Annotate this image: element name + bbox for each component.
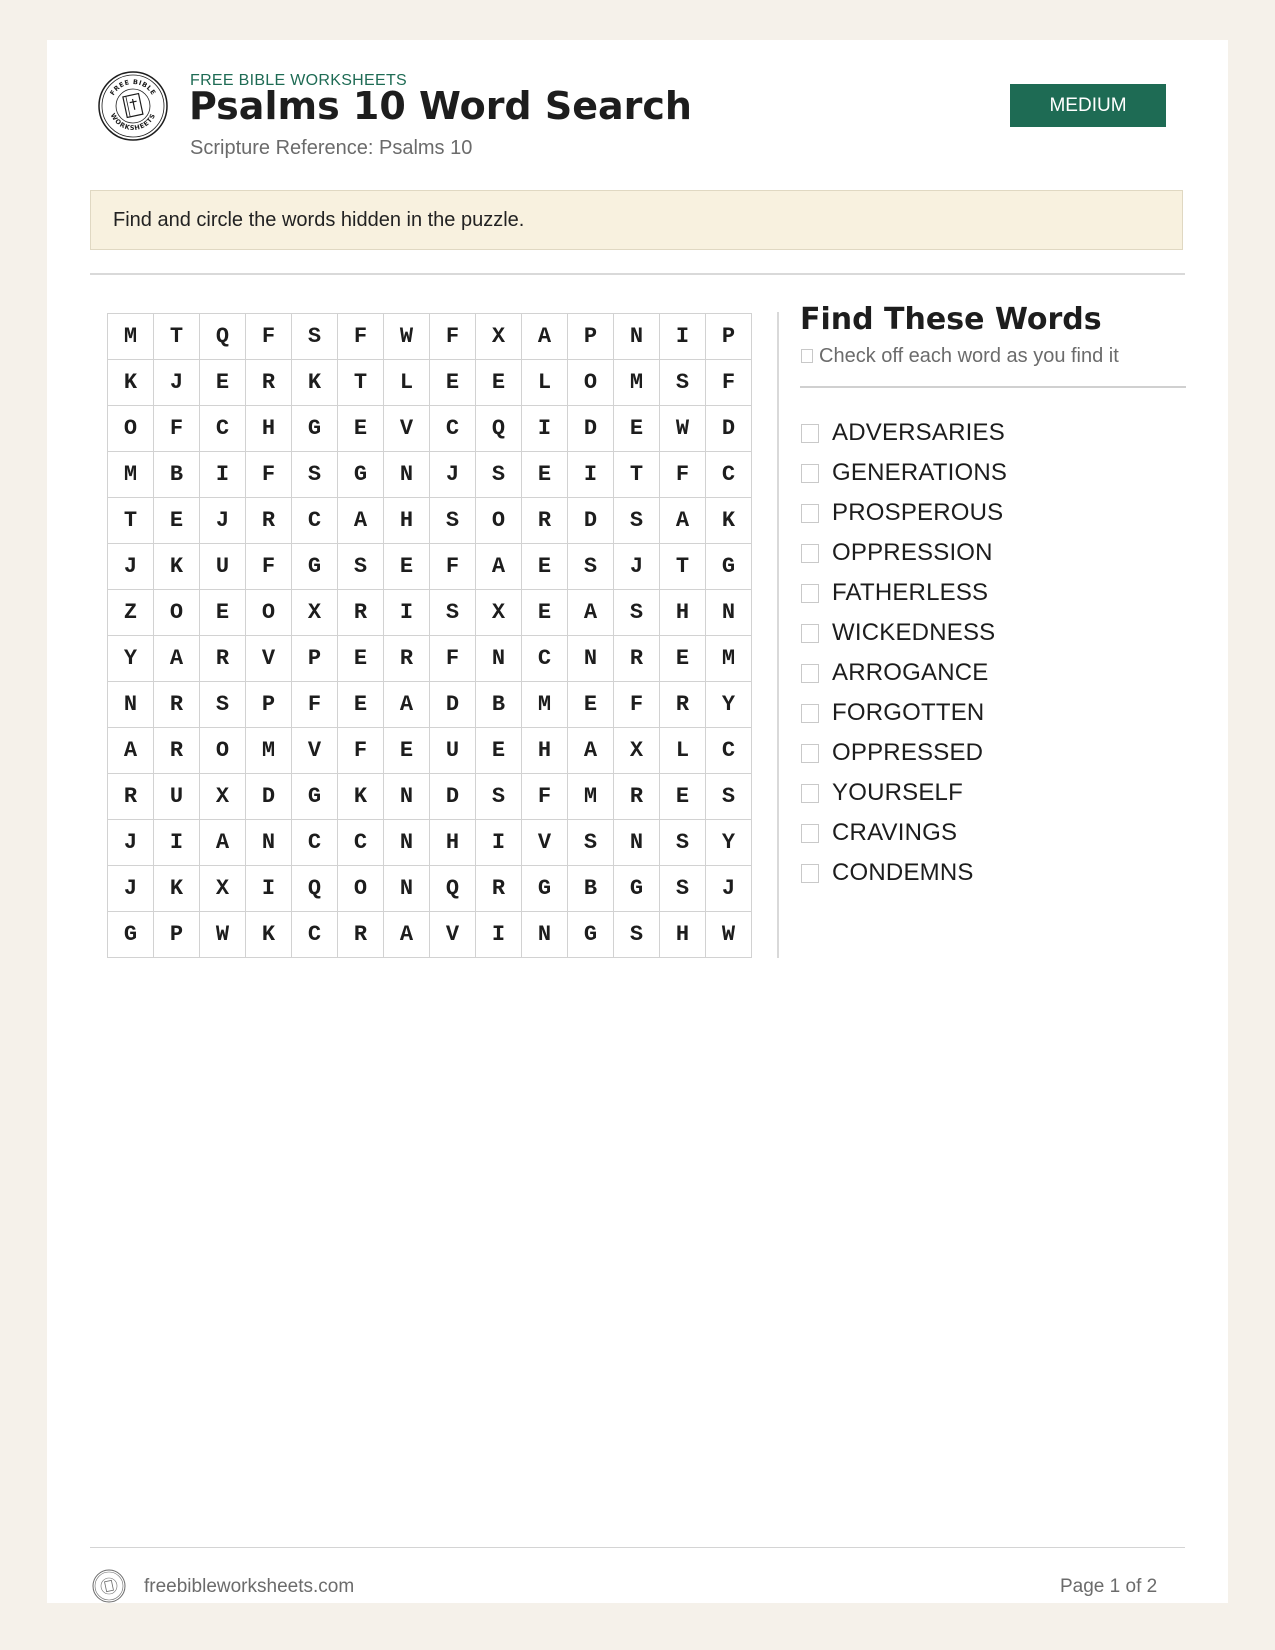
grid-cell: E (522, 590, 568, 636)
grid-cell: P (706, 314, 752, 360)
grid-cell: S (706, 774, 752, 820)
footer-website: freebibleworksheets.com (144, 1576, 355, 1597)
grid-cell: H (660, 590, 706, 636)
grid-cell: F (706, 360, 752, 406)
checkbox-icon[interactable] (801, 464, 819, 483)
grid-cell: B (476, 682, 522, 728)
grid-cell: E (200, 590, 246, 636)
grid-cell: A (476, 544, 522, 590)
grid-cell: M (568, 774, 614, 820)
grid-cell: F (246, 314, 292, 360)
grid-cell: C (292, 912, 338, 958)
grid-cell: W (200, 912, 246, 958)
grid-cell: S (568, 544, 614, 590)
word-label: YOURSELF (832, 779, 963, 806)
grid-cell: N (384, 774, 430, 820)
grid-cell: C (522, 636, 568, 682)
grid-cell: I (568, 452, 614, 498)
grid-cell: N (384, 820, 430, 866)
grid-cell: T (154, 314, 200, 360)
word-label: FATHERLESS (832, 579, 989, 606)
grid-cell: V (430, 912, 476, 958)
grid-cell: W (384, 314, 430, 360)
grid-cell: O (338, 866, 384, 912)
grid-cell: F (338, 728, 384, 774)
grid-cell: F (430, 544, 476, 590)
grid-cell: F (292, 682, 338, 728)
grid-cell: A (660, 498, 706, 544)
grid-cell: A (568, 728, 614, 774)
brand-name: FREE BIBLE WORKSHEETS (190, 72, 408, 89)
word-list-item (801, 693, 1007, 733)
grid-cell: S (614, 912, 660, 958)
grid-cell: R (154, 682, 200, 728)
grid-cell: H (384, 498, 430, 544)
page-title: Psalms 10 Word Search (189, 84, 692, 128)
grid-cell: G (338, 452, 384, 498)
grid-cell: T (108, 498, 154, 544)
grid-cell: C (292, 820, 338, 866)
grid-cell: S (660, 820, 706, 866)
checkbox-icon[interactable] (801, 504, 819, 523)
grid-cell: V (292, 728, 338, 774)
grid-cell: R (384, 636, 430, 682)
checkbox-icon[interactable] (801, 424, 819, 443)
grid-cell: L (660, 728, 706, 774)
grid-cell: G (614, 866, 660, 912)
grid-cell: F (154, 406, 200, 452)
grid-row (108, 314, 752, 360)
grid-cell: I (660, 314, 706, 360)
grid-cell: S (568, 820, 614, 866)
grid-cell: E (338, 406, 384, 452)
word-label: PROSPEROUS (832, 499, 1004, 526)
word-list-item (801, 493, 1007, 533)
grid-cell: E (476, 360, 522, 406)
grid-cell: F (614, 682, 660, 728)
grid-cell: H (660, 912, 706, 958)
grid-cell: C (706, 728, 752, 774)
grid-cell: Q (200, 314, 246, 360)
grid-cell: A (384, 912, 430, 958)
grid-cell: O (200, 728, 246, 774)
grid-cell: E (568, 682, 614, 728)
grid-cell: M (522, 682, 568, 728)
grid-cell: A (200, 820, 246, 866)
footer-divider (90, 1547, 1185, 1548)
grid-cell: E (154, 498, 200, 544)
grid-cell: O (108, 406, 154, 452)
grid-cell: M (246, 728, 292, 774)
grid-cell: E (522, 544, 568, 590)
checkbox-icon[interactable] (801, 624, 819, 643)
grid-cell: S (476, 452, 522, 498)
word-list-item (801, 853, 1007, 893)
grid-cell: V (246, 636, 292, 682)
grid-cell: N (384, 452, 430, 498)
checkbox-icon[interactable] (801, 664, 819, 683)
grid-cell: E (338, 636, 384, 682)
grid-cell: R (200, 636, 246, 682)
word-label: CONDEMNS (832, 859, 974, 886)
grid-cell: V (384, 406, 430, 452)
grid-cell: J (154, 360, 200, 406)
grid-cell: T (660, 544, 706, 590)
grid-cell: L (522, 360, 568, 406)
grid-row (108, 636, 752, 682)
grid-cell: I (522, 406, 568, 452)
grid-cell: X (476, 314, 522, 360)
grid-cell: C (292, 498, 338, 544)
grid-cell: Y (706, 682, 752, 728)
footer-logo-icon (92, 1569, 126, 1603)
grid-cell: S (338, 544, 384, 590)
grid-cell: N (614, 314, 660, 360)
grid-cell: G (108, 912, 154, 958)
grid-cell: T (614, 452, 660, 498)
grid-cell: F (522, 774, 568, 820)
grid-cell: E (614, 406, 660, 452)
scripture-reference: Scripture Reference: Psalms 10 (190, 137, 473, 159)
grid-cell: J (108, 866, 154, 912)
grid-cell: G (292, 544, 338, 590)
grid-cell: E (660, 774, 706, 820)
grid-cell: P (154, 912, 200, 958)
grid-cell: Y (108, 636, 154, 682)
grid-cell: S (292, 314, 338, 360)
grid-cell: X (200, 774, 246, 820)
grid-row (108, 774, 752, 820)
word-label: GENERATIONS (832, 459, 1008, 486)
grid-cell: F (246, 452, 292, 498)
grid-cell: U (154, 774, 200, 820)
grid-cell: O (154, 590, 200, 636)
instructions-box: Find and circle the words hidden in the puzzle. (90, 190, 1183, 250)
grid-cell: M (706, 636, 752, 682)
bible-worksheets-logo-icon (97, 70, 169, 142)
grid-cell: D (706, 406, 752, 452)
grid-cell: E (384, 544, 430, 590)
grid-cell: A (384, 682, 430, 728)
grid-cell: J (108, 544, 154, 590)
grid-cell: P (568, 314, 614, 360)
grid-cell: N (108, 682, 154, 728)
grid-cell: E (430, 360, 476, 406)
divider (90, 273, 1185, 275)
word-list-item (801, 733, 1007, 773)
grid-cell: X (200, 866, 246, 912)
word-label: CRAVINGS (832, 819, 958, 846)
grid-cell: A (522, 314, 568, 360)
divider (800, 386, 1186, 388)
word-label: ADVERSARIES (832, 419, 1005, 446)
grid-cell: R (614, 774, 660, 820)
grid-cell: D (568, 406, 614, 452)
grid-cell: I (246, 866, 292, 912)
grid-cell: G (292, 774, 338, 820)
grid-row (108, 544, 752, 590)
grid-cell: Q (476, 406, 522, 452)
page-number: Page 1 of 2 (1060, 1576, 1158, 1597)
grid-cell: Y (706, 820, 752, 866)
grid-cell: C (430, 406, 476, 452)
grid-cell: N (384, 866, 430, 912)
grid-cell: G (292, 406, 338, 452)
word-label: OPPRESSION (832, 539, 993, 566)
grid-cell: S (200, 682, 246, 728)
grid-row (108, 866, 752, 912)
grid-cell: N (476, 636, 522, 682)
word-list (801, 413, 1007, 893)
svg-text:WORKSHEETS: WORKSHEETS (108, 111, 158, 133)
grid-cell: R (108, 774, 154, 820)
grid-row (108, 360, 752, 406)
grid-cell: V (522, 820, 568, 866)
checkbox-icon (801, 349, 813, 363)
grid-cell: L (384, 360, 430, 406)
grid-cell: G (706, 544, 752, 590)
grid-cell: S (660, 866, 706, 912)
grid-cell: A (154, 636, 200, 682)
grid-cell: C (706, 452, 752, 498)
grid-cell: S (660, 360, 706, 406)
grid-cell: N (568, 636, 614, 682)
grid-cell: U (430, 728, 476, 774)
grid-cell: K (246, 912, 292, 958)
grid-cell: N (706, 590, 752, 636)
grid-cell: Q (292, 866, 338, 912)
grid-cell: I (476, 820, 522, 866)
grid-cell: N (614, 820, 660, 866)
grid-row (108, 590, 752, 636)
grid-cell: A (568, 590, 614, 636)
grid-cell: S (430, 590, 476, 636)
grid-cell: K (338, 774, 384, 820)
grid-row (108, 912, 752, 958)
grid-cell: Q (430, 866, 476, 912)
grid-cell: K (706, 498, 752, 544)
grid-cell: S (476, 774, 522, 820)
grid-cell: G (522, 866, 568, 912)
grid-cell: D (568, 498, 614, 544)
grid-cell: R (154, 728, 200, 774)
grid-cell: A (108, 728, 154, 774)
word-label: FORGOTTEN (832, 699, 985, 726)
word-list-item (801, 813, 1007, 853)
grid-cell: A (338, 498, 384, 544)
grid-cell: E (338, 682, 384, 728)
grid-cell: H (430, 820, 476, 866)
grid-cell: J (200, 498, 246, 544)
checkbox-icon[interactable] (801, 824, 819, 843)
grid-cell: N (246, 820, 292, 866)
worksheet-page (47, 40, 1228, 1603)
grid-row (108, 452, 752, 498)
word-label: WICKEDNESS (832, 619, 996, 646)
grid-cell: S (292, 452, 338, 498)
word-label: ARROGANCE (832, 659, 989, 686)
grid-cell: K (108, 360, 154, 406)
word-list-item (801, 573, 1007, 613)
grid-cell: D (430, 774, 476, 820)
grid-cell: F (338, 314, 384, 360)
grid-cell: P (292, 636, 338, 682)
grid-cell: W (660, 406, 706, 452)
grid-cell: T (338, 360, 384, 406)
grid-cell: D (246, 774, 292, 820)
grid-cell: I (476, 912, 522, 958)
word-list-hint-text: Check off each word as you find it (819, 345, 1119, 367)
grid-cell: O (476, 498, 522, 544)
word-list-item (801, 653, 1007, 693)
grid-row (108, 406, 752, 452)
grid-cell: I (384, 590, 430, 636)
grid-cell: O (568, 360, 614, 406)
grid-cell: P (246, 682, 292, 728)
grid-cell: D (430, 682, 476, 728)
grid-cell: E (660, 636, 706, 682)
word-list-item (801, 613, 1007, 653)
grid-cell: F (430, 314, 476, 360)
grid-cell: R (614, 636, 660, 682)
grid-cell: X (614, 728, 660, 774)
grid-cell: Z (108, 590, 154, 636)
grid-row (108, 820, 752, 866)
word-list-hint (801, 345, 1119, 368)
word-list-item (801, 773, 1007, 813)
grid-cell: B (568, 866, 614, 912)
checkbox-icon[interactable] (801, 584, 819, 603)
grid-cell: G (568, 912, 614, 958)
grid-cell: U (200, 544, 246, 590)
grid-cell: E (200, 360, 246, 406)
grid-cell: K (154, 866, 200, 912)
grid-cell: I (154, 820, 200, 866)
grid-cell: J (108, 820, 154, 866)
grid-cell: K (154, 544, 200, 590)
grid-row (108, 498, 752, 544)
word-list-title: Find These Words (800, 302, 1102, 337)
grid-cell: R (522, 498, 568, 544)
grid-cell: W (706, 912, 752, 958)
grid-cell: R (246, 498, 292, 544)
grid-cell: B (154, 452, 200, 498)
grid-cell: R (660, 682, 706, 728)
grid-cell: E (384, 728, 430, 774)
word-list-item (801, 453, 1007, 493)
grid-cell: H (522, 728, 568, 774)
checkbox-icon[interactable] (801, 864, 819, 883)
grid-cell: X (292, 590, 338, 636)
grid-cell: R (338, 912, 384, 958)
grid-cell: E (522, 452, 568, 498)
grid-cell: R (476, 866, 522, 912)
grid-cell: X (476, 590, 522, 636)
grid-cell: F (660, 452, 706, 498)
grid-cell: M (108, 314, 154, 360)
grid-cell: S (614, 498, 660, 544)
grid-row (108, 728, 752, 774)
checkbox-icon[interactable] (801, 704, 819, 723)
checkbox-icon[interactable] (801, 544, 819, 563)
grid-cell: R (338, 590, 384, 636)
grid-cell: M (108, 452, 154, 498)
grid-cell: K (292, 360, 338, 406)
grid-cell: O (246, 590, 292, 636)
grid-cell: J (430, 452, 476, 498)
grid-cell: E (476, 728, 522, 774)
grid-cell: F (246, 544, 292, 590)
grid-cell: I (200, 452, 246, 498)
grid-row (108, 682, 752, 728)
grid-cell: S (430, 498, 476, 544)
grid-cell: R (246, 360, 292, 406)
grid-cell: N (522, 912, 568, 958)
word-list-item (801, 533, 1007, 573)
word-search-grid (107, 313, 752, 958)
grid-cell: J (614, 544, 660, 590)
word-label: OPPRESSED (832, 739, 984, 766)
difficulty-badge: MEDIUM (1010, 84, 1166, 127)
grid-cell: S (614, 590, 660, 636)
grid-cell: H (246, 406, 292, 452)
grid-cell: C (200, 406, 246, 452)
column-divider (777, 312, 779, 958)
word-list-item (801, 413, 1007, 453)
svg-text:FREE BIBLE: FREE BIBLE (108, 77, 158, 97)
grid-cell: F (430, 636, 476, 682)
grid-cell: J (706, 866, 752, 912)
checkbox-icon[interactable] (801, 784, 819, 803)
checkbox-icon[interactable] (801, 744, 819, 763)
grid-cell: C (338, 820, 384, 866)
grid-cell: M (614, 360, 660, 406)
